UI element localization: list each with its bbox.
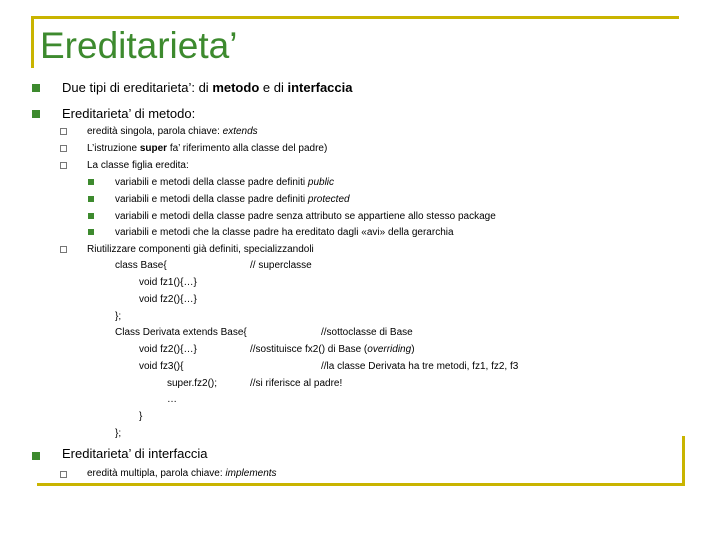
bullet-multiple-inheritance — [87, 467, 277, 481]
code-line: class Base{ — [115, 260, 167, 271]
bullet-interfaccia-heading: Ereditarieta’ di interfaccia — [62, 446, 208, 461]
bullet-ancestors: variabili e metodi che la classe padre ha ereditato dagli «avi» della gerarchia — [115, 227, 454, 238]
code-comment-text: ) — [411, 344, 415, 355]
keyword-public: public — [307, 177, 335, 188]
bullet-text: variabili e metodi della classe padre definiti — [115, 194, 308, 205]
slide-title: Ereditarieta’ — [40, 25, 238, 66]
bullet-text: eredità multipla, parola chiave: — [87, 468, 226, 479]
square-bullet-icon — [32, 452, 40, 460]
keyword-extends: extends — [222, 126, 258, 137]
code-comment-overriding: overriding — [367, 344, 412, 355]
square-bullet-icon — [88, 229, 94, 235]
code-comment: //la classe Derivata ha tre metodi, fz1, fz2, f3 — [321, 361, 519, 372]
code-line: … — [167, 394, 177, 405]
code-line: void fz1(){…} — [139, 277, 197, 288]
code-line: Class Derivata extends Base{ — [115, 327, 247, 338]
hollow-bullet-icon — [60, 145, 67, 152]
keyword-super: super — [139, 143, 168, 154]
keyword-implements: implements — [225, 468, 277, 479]
hollow-bullet-icon — [60, 246, 67, 253]
square-bullet-icon — [88, 179, 94, 185]
code-line: void fz2(){…} — [139, 294, 197, 305]
bullet-protected — [115, 193, 350, 207]
bullet-text: Due tipi di ereditarieta’: di — [62, 80, 213, 95]
bullet-text: eredità singola, parola chiave: — [87, 126, 223, 137]
code-comment: //sottoclasse di Base — [321, 327, 413, 338]
bullet-single-inheritance — [87, 125, 258, 139]
code-comment: // superclasse — [250, 260, 312, 271]
bullet-reuse: Riutilizzare componenti già definiti, specializzandoli — [87, 244, 314, 255]
bullet-public — [115, 176, 334, 190]
bullet-package: variabili e metodi della classe padre senza attributo se appartiene allo stesso package — [115, 211, 496, 222]
square-bullet-icon — [88, 196, 94, 202]
code-line: }; — [115, 311, 122, 322]
frame-bottom-rule — [37, 483, 685, 486]
code-line: }; — [115, 428, 122, 439]
bullet-metodo-heading — [62, 107, 195, 121]
bullet-text: Ereditarieta’ di metodo — [62, 106, 192, 121]
square-bullet-icon — [32, 110, 40, 118]
bullet-bold-metodo: metodo — [212, 80, 260, 95]
hollow-bullet-icon — [60, 128, 67, 135]
bullet-types — [62, 81, 353, 95]
frame-right-rule — [682, 436, 685, 486]
code-line: } — [139, 411, 143, 422]
keyword-protected: protected — [307, 194, 350, 205]
code-comment-text: //sostituisce fx2() di Base ( — [250, 344, 368, 355]
code-comment — [250, 344, 415, 356]
square-bullet-icon — [32, 84, 40, 92]
frame-top-rule — [31, 16, 679, 19]
hollow-bullet-icon — [60, 471, 67, 478]
code-comment: //si riferisce al padre! — [250, 378, 343, 389]
square-bullet-icon — [88, 213, 94, 219]
bullet-child-inherits: La classe figlia eredita: — [87, 160, 189, 171]
bullet-bold-interfaccia: interfaccia — [287, 80, 353, 95]
bullet-text: e di — [259, 80, 288, 95]
code-line: void fz2(){…} — [139, 344, 197, 355]
bullet-super — [87, 142, 327, 156]
code-line: void fz3(){ — [139, 361, 184, 372]
bullet-text: L’istruzione — [87, 143, 140, 154]
hollow-bullet-icon — [60, 162, 67, 169]
bullet-text: fa’ riferimento alla classe del padre) — [167, 143, 328, 154]
bullet-text: variabili e metodi della classe padre definiti — [115, 177, 308, 188]
bullet-text: : — [191, 106, 196, 121]
code-line: super.fz2(); — [167, 378, 218, 389]
frame-left-rule — [31, 16, 34, 68]
